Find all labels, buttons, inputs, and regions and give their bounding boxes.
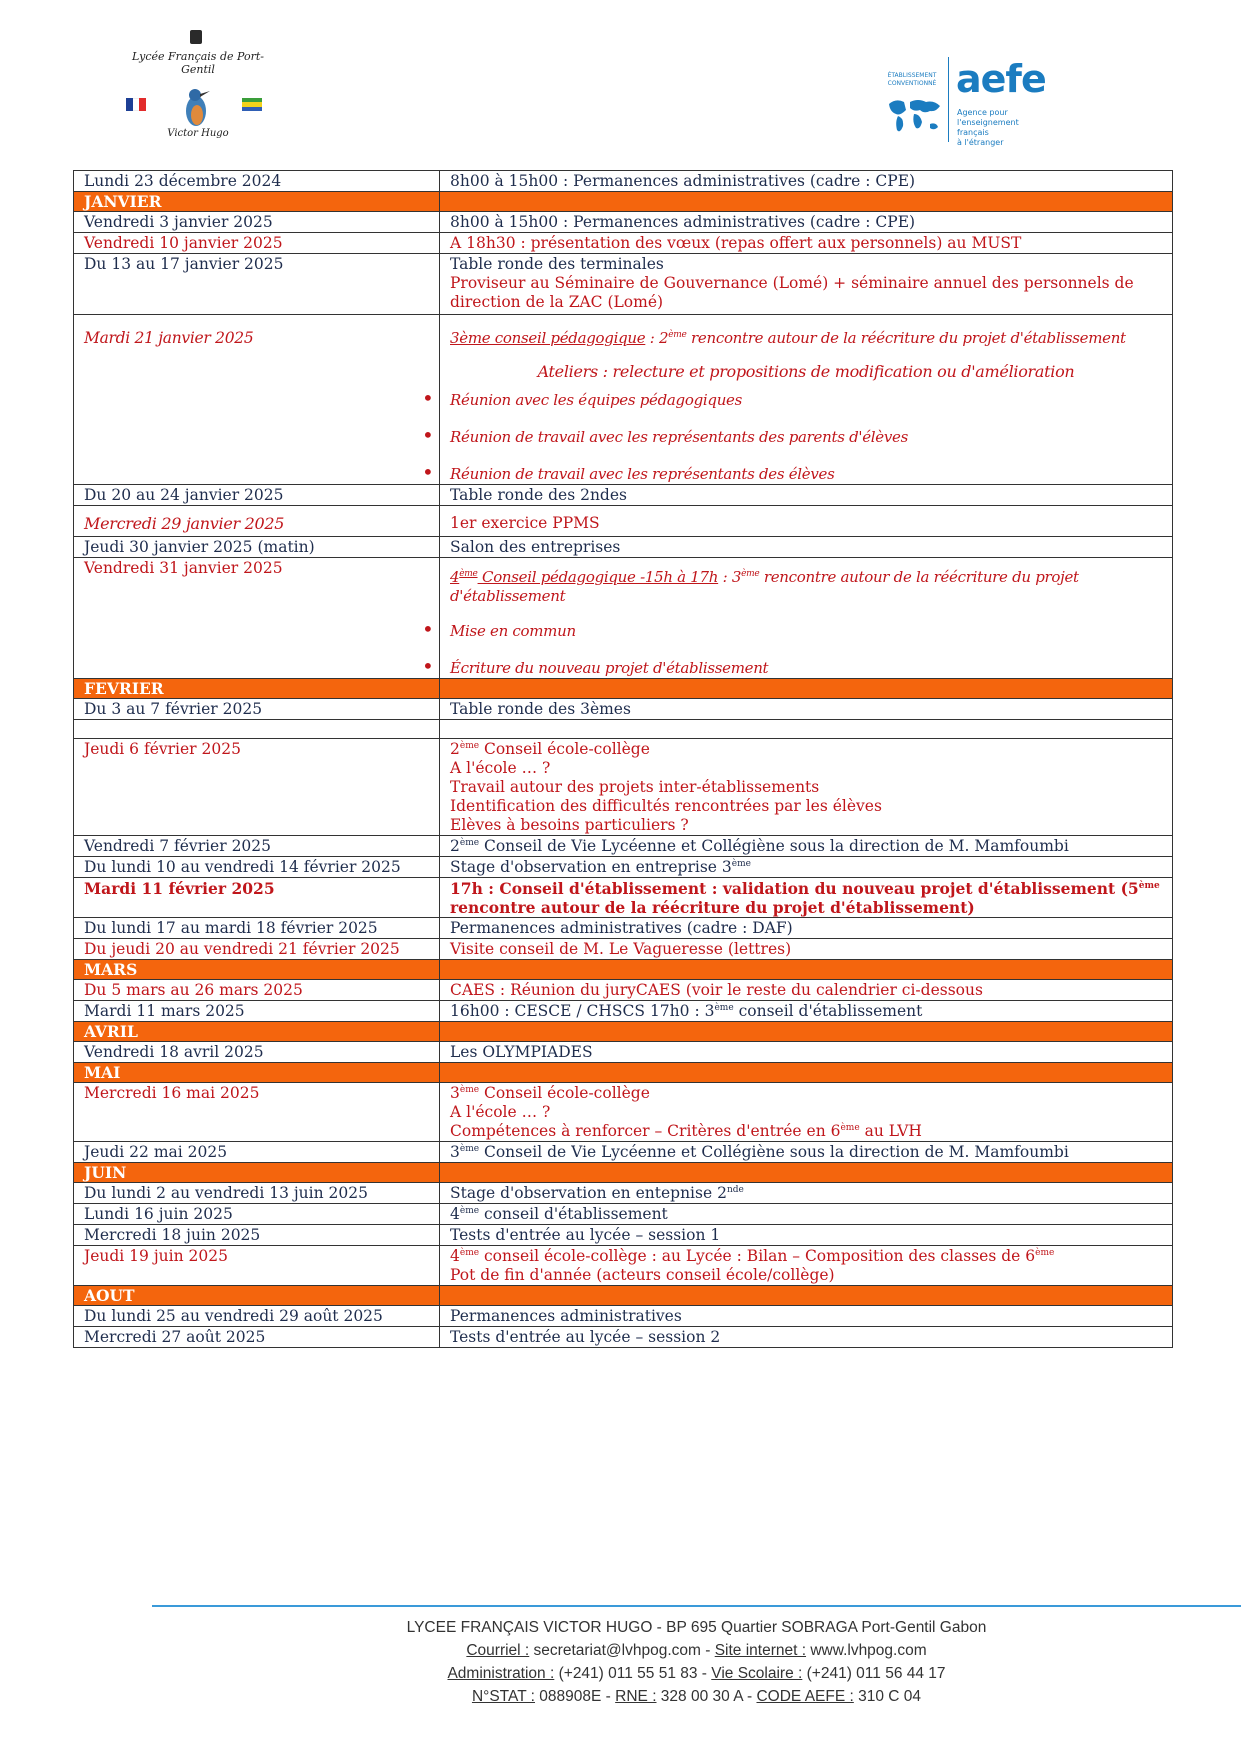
calendar-table bbox=[73, 170, 1173, 1348]
list-item: • Réunion de travail avec les représentants des parents d'élèves bbox=[450, 428, 1162, 447]
footer-codes: N°STAT : 088908E - RNE : 328 00 30 A - CODE AEFE : 310 C 04 bbox=[471, 1688, 922, 1705]
event-cell: Permanences administratives (cadre : DAF) bbox=[440, 918, 1173, 939]
step-list bbox=[450, 622, 1162, 678]
list-item: • Écriture du nouveau projet d'établissement bbox=[450, 659, 1162, 678]
date-cell: Du 20 au 24 janvier 2025 bbox=[74, 485, 440, 506]
school-logo bbox=[118, 30, 278, 155]
month-label: JUIN bbox=[74, 1163, 440, 1183]
month-row-mars bbox=[74, 960, 1173, 980]
month-label: AVRIL bbox=[74, 1022, 440, 1042]
french-flag-icon bbox=[126, 98, 146, 111]
date-cell: Du lundi 25 au vendredi 29 août 2025 bbox=[74, 1306, 440, 1327]
event-cell: Salon des entreprises bbox=[440, 537, 1173, 558]
month-row-mai bbox=[74, 1063, 1173, 1083]
month-label: JANVIER bbox=[74, 192, 440, 212]
table-row bbox=[74, 1001, 1173, 1022]
date-cell: Mardi 11 février 2025 bbox=[74, 878, 440, 918]
date-cell: Mercredi 16 mai 2025 bbox=[74, 1083, 440, 1142]
table-row-empty bbox=[74, 720, 1173, 739]
email-link[interactable]: secretariat@lvhpog.com - bbox=[529, 1642, 715, 1659]
event-cell: 3ème Conseil école-collège A l'école … ? Compétences à renforcer – Critères d'entrée en 6ème au LVH bbox=[440, 1083, 1173, 1142]
list-item: • Mise en commun bbox=[450, 622, 1162, 641]
table-row bbox=[74, 939, 1173, 960]
date-cell: Mercredi 18 juin 2025 bbox=[74, 1225, 440, 1246]
event-cell: 3ème conseil pédagogique : 2ème rencontre autour de la réécriture du projet d'établissement Ateliers : relecture et propositions de modification ou d'amélioration • Réunion avec les équipes pédagogiques • Réunion de travail avec les représentants des parents d'élèves • Réunion de travail avec les représentants des élèves bbox=[440, 315, 1173, 485]
date-cell: Du 13 au 17 janvier 2025 bbox=[74, 254, 440, 315]
event-cell: 8h00 à 15h00 : Permanences administratives (cadre : CPE) bbox=[440, 212, 1173, 233]
footer-contact: Courriel : secretariat@lvhpog.com - Site internet : www.lvhpog.com bbox=[466, 1642, 927, 1659]
table-row bbox=[74, 1204, 1173, 1225]
date-cell: Lundi 16 juin 2025 bbox=[74, 1204, 440, 1225]
event-cell: Table ronde des terminales Proviseur au Séminaire de Gouvernance (Lomé) + séminaire annuel des personnels de direction de la ZAC (Lomé) bbox=[440, 254, 1173, 315]
aefe-wordmark: aefe bbox=[956, 57, 1046, 101]
month-row-janvier bbox=[74, 192, 1173, 212]
month-row-aout bbox=[74, 1286, 1173, 1306]
event-cell: 17h : Conseil d'établissement : validation du nouveau projet d'établissement (5ème rencontre autour de la réécriture du projet d'établissement) bbox=[440, 878, 1173, 918]
month-label: MAI bbox=[74, 1063, 440, 1083]
school-name: Lycée Français de Port-Gentil bbox=[132, 50, 264, 76]
event-cell: Les OLYMPIADES bbox=[440, 1042, 1173, 1063]
table-row bbox=[74, 857, 1173, 878]
event-cell: Stage d'observation en entreprise 3ème bbox=[440, 857, 1173, 878]
month-row-fevrier bbox=[74, 679, 1173, 699]
list-item: • Réunion avec les équipes pédagogiques bbox=[450, 391, 1162, 410]
event-cell: Permanences administratives bbox=[440, 1306, 1173, 1327]
table-row bbox=[74, 699, 1173, 720]
footer-address: LYCEE FRANÇAIS VICTOR HUGO - BP 695 Quartier SOBRAGA Port-Gentil Gabon bbox=[406, 1619, 987, 1636]
date-cell: Du lundi 17 au mardi 18 février 2025 bbox=[74, 918, 440, 939]
table-row bbox=[74, 980, 1173, 1001]
table-row bbox=[74, 1225, 1173, 1246]
date-cell: Mardi 21 janvier 2025 bbox=[74, 315, 440, 485]
date-cell: Mardi 11 mars 2025 bbox=[74, 1001, 440, 1022]
event-cell: Tests d'entrée au lycée – session 2 bbox=[440, 1327, 1173, 1348]
date-cell: Jeudi 30 janvier 2025 (matin) bbox=[74, 537, 440, 558]
table-row bbox=[74, 1142, 1173, 1163]
date-cell: Du 5 mars au 26 mars 2025 bbox=[74, 980, 440, 1001]
date-cell: Mercredi 27 août 2025 bbox=[74, 1327, 440, 1348]
date-cell: Du lundi 2 au vendredi 13 juin 2025 bbox=[74, 1183, 440, 1204]
event-cell: Visite conseil de M. Le Vagueresse (lettres) bbox=[440, 939, 1173, 960]
event-cell: 1er exercice PPMS bbox=[440, 506, 1173, 537]
table-row bbox=[74, 1183, 1173, 1204]
footer bbox=[152, 1616, 1241, 1708]
date-cell: Vendredi 18 avril 2025 bbox=[74, 1042, 440, 1063]
date-cell: Vendredi 10 janvier 2025 bbox=[74, 233, 440, 254]
signature: Victor Hugo bbox=[167, 128, 229, 139]
event-cell: 4ème conseil école-collège : au Lycée : Bilan – Composition des classes de 6ème Pot de fin d'année (acteurs conseil école/collège) bbox=[440, 1246, 1173, 1286]
table-row bbox=[74, 315, 1173, 485]
event-cell: 2ème Conseil école-collège A l'école … ? Travail autour des projets inter-établissements Identification des difficultés rencontrées par les élèves Elèves à besoins particuliers ? bbox=[440, 739, 1173, 836]
date-cell: Lundi 23 décembre 2024 bbox=[74, 171, 440, 192]
date-cell: Jeudi 19 juin 2025 bbox=[74, 1246, 440, 1286]
date-cell: Du lundi 10 au vendredi 14 février 2025 bbox=[74, 857, 440, 878]
event-cell: 4ème conseil d'établissement bbox=[440, 1204, 1173, 1225]
date-cell: Jeudi 6 février 2025 bbox=[74, 739, 440, 836]
event-cell: Stage d'observation en entepnise 2nde bbox=[440, 1183, 1173, 1204]
month-label: FEVRIER bbox=[74, 679, 440, 699]
aefe-tagline: Agence pour l'enseignement français à l'étranger bbox=[957, 108, 1019, 147]
date-cell: Mercredi 29 janvier 2025 bbox=[74, 506, 440, 537]
month-row-avril bbox=[74, 1022, 1173, 1042]
date-cell: Vendredi 31 janvier 2025 bbox=[74, 558, 440, 679]
table-row bbox=[74, 558, 1173, 679]
event-cell: CAES : Réunion du juryCAES (voir le reste du calendrier ci-dessous bbox=[440, 980, 1173, 1001]
date-cell: Jeudi 22 mai 2025 bbox=[74, 1142, 440, 1163]
table-row bbox=[74, 878, 1173, 918]
table-row bbox=[74, 1042, 1173, 1063]
footer-phones: Administration : (+241) 011 55 51 83 - Vie Scolaire : (+241) 011 56 44 17 bbox=[447, 1665, 946, 1682]
table-row bbox=[74, 1306, 1173, 1327]
event-cell: 8h00 à 15h00 : Permanences administratives (cadre : CPE) bbox=[440, 171, 1173, 192]
aefe-separator bbox=[948, 57, 949, 142]
event-cell: 4ème Conseil pédagogique -15h à 17h : 3ème rencontre autour de la réécriture du projet d'établissement • Mise en commun • Écriture du nouveau projet d'établissement bbox=[440, 558, 1173, 679]
table-row bbox=[74, 537, 1173, 558]
aefe-logo bbox=[882, 52, 1052, 147]
workshop-list bbox=[450, 391, 1162, 484]
footer-divider bbox=[152, 1605, 1241, 1607]
event-cell: 16h00 : CESCE / CHSCS 17h0 : 3ème conseil d'établissement bbox=[440, 1001, 1173, 1022]
table-row bbox=[74, 485, 1173, 506]
list-item: • Réunion de travail avec les représentants des élèves bbox=[450, 465, 1162, 484]
table-row bbox=[74, 1246, 1173, 1286]
date-cell: Vendredi 3 janvier 2025 bbox=[74, 212, 440, 233]
table-row bbox=[74, 1083, 1173, 1142]
table-row bbox=[74, 918, 1173, 939]
world-map-icon bbox=[884, 94, 944, 139]
table-row bbox=[74, 254, 1173, 315]
table-row bbox=[74, 212, 1173, 233]
aefe-conventionne-label: ÉTABLISSEMENT CONVENTIONNÉ bbox=[887, 72, 937, 87]
date-cell: Vendredi 7 février 2025 bbox=[74, 836, 440, 857]
month-label: AOUT bbox=[74, 1286, 440, 1306]
event-cell: 3ème Conseil de Vie Lycéenne et Collégiène sous la direction de M. Mamfoumbi bbox=[440, 1142, 1173, 1163]
table-row bbox=[74, 506, 1173, 537]
crest-icon bbox=[190, 30, 202, 44]
month-row-juin bbox=[74, 1163, 1173, 1183]
table-row bbox=[74, 836, 1173, 857]
table-row bbox=[74, 1327, 1173, 1348]
table-row bbox=[74, 171, 1173, 192]
date-cell: Du 3 au 7 février 2025 bbox=[74, 699, 440, 720]
date-cell: Du jeudi 20 au vendredi 21 février 2025 bbox=[74, 939, 440, 960]
event-cell: Table ronde des 2ndes bbox=[440, 485, 1173, 506]
month-label: MARS bbox=[74, 960, 440, 980]
letterhead bbox=[0, 0, 1241, 165]
table-row bbox=[74, 233, 1173, 254]
website-link[interactable]: www.lvhpog.com bbox=[806, 1642, 927, 1659]
table-row bbox=[74, 739, 1173, 836]
event-cell: Tests d'entrée au lycée – session 1 bbox=[440, 1225, 1173, 1246]
event-cell: A 18h30 : présentation des vœux (repas offert aux personnels) au MUST bbox=[440, 233, 1173, 254]
event-cell: Table ronde des 3èmes bbox=[440, 699, 1173, 720]
gabon-flag-icon bbox=[242, 98, 262, 111]
event-cell: 2ème Conseil de Vie Lycéenne et Collégiène sous la direction de M. Mamfoumbi bbox=[440, 836, 1173, 857]
